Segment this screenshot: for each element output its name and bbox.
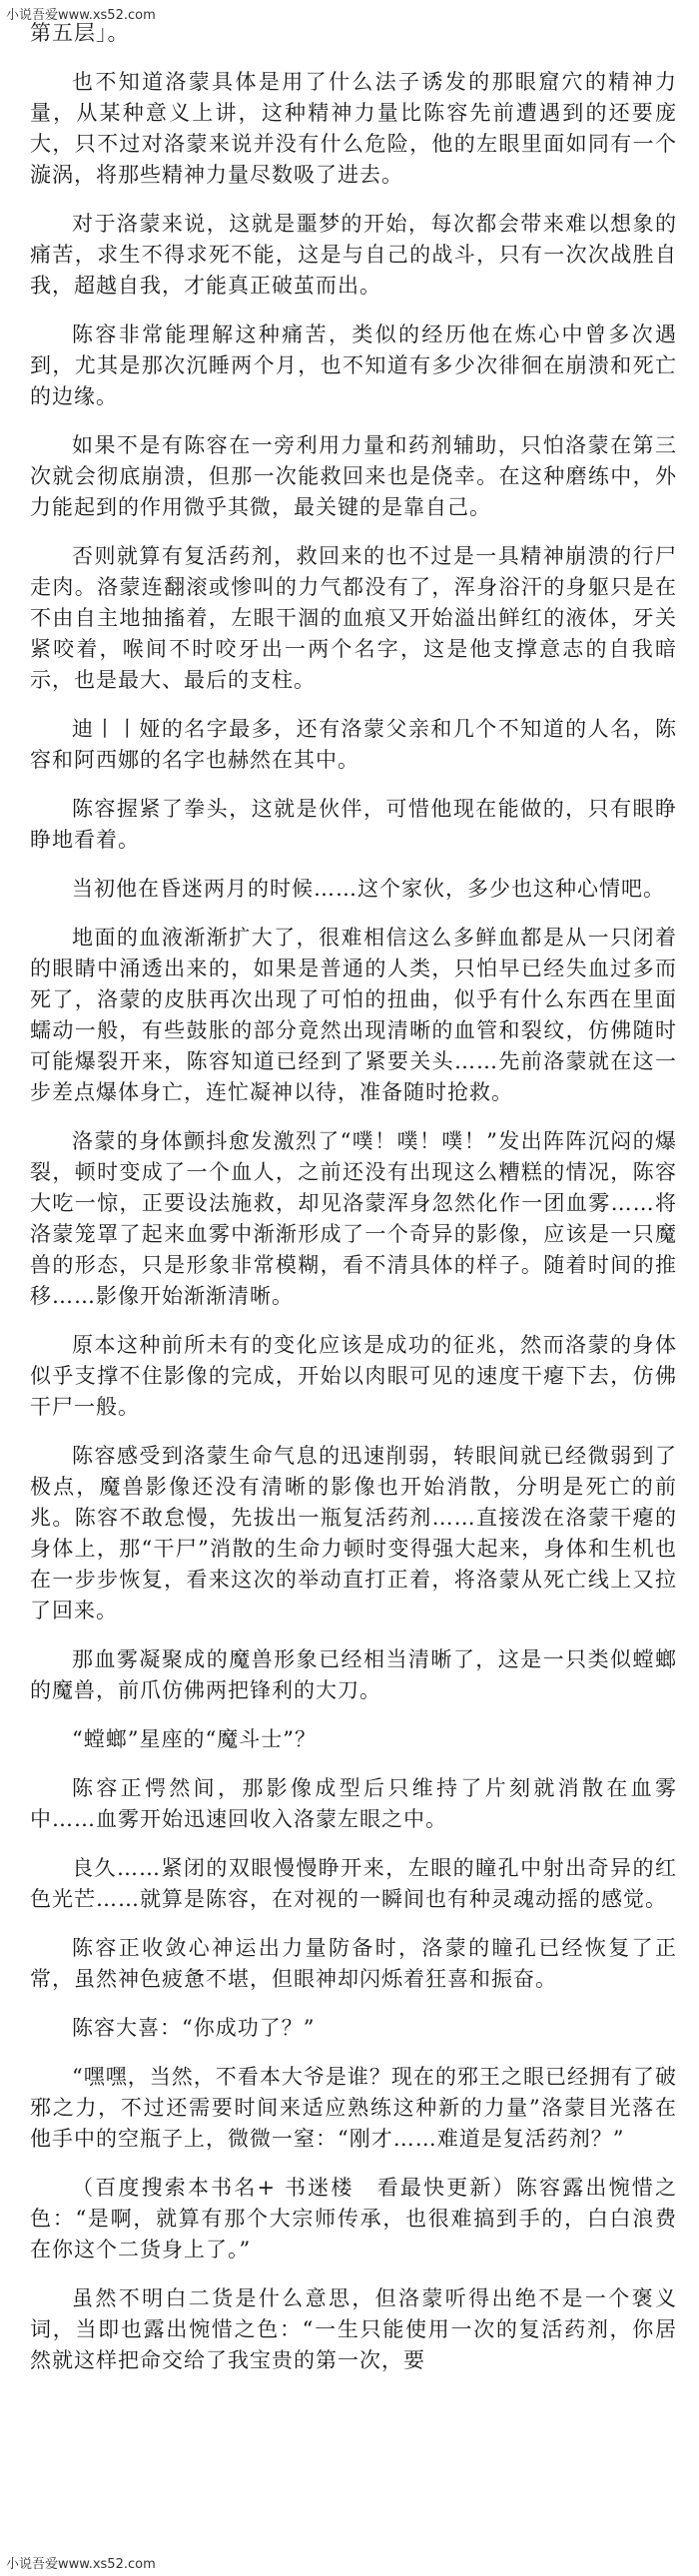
- paragraph: （百度搜索本书名+ 书迷楼 看最快更新）陈容露出惋惜之色：“是啊，就算有那个大宗师传承，也很难搞到手的，白白浪费在你这个二货身上了。”: [30, 2176, 677, 2261]
- paragraph: 当初他在昏迷两月的时候……这个家伙，多少也这种心情吧。: [72, 877, 665, 901]
- paragraph: 洛蒙的身体颤抖愈发激烈了“噗！噗！噗！”发出阵阵沉闷的爆裂，顿时变成了一个血人，之前还没有出现这么糟糕的情况，陈容大吃一惊，正要设法施救，却见洛蒙浑身忽然化作一团血雾……将洛蒙笼罩了起来血雾中渐渐形成了一个奇异的影像，应该是一只魔兽的形态，只是形象非常模糊，看不清具体的样子。随着时间的推移……影像开始渐渐清晰。: [30, 1129, 677, 1308]
- paragraph: 否则就算有复活药剂，救回来的也不过是一具精神崩溃的行尸走肉。洛蒙连翻滚或惨叫的力气都没有了，浑身浴汗的身躯只是在不由自主地抽搐着，左眼干涸的血痕又开始溢出鲜红的液体，牙关紧咬着，喉间不时咬牙出一两个名字，这是他支撑意志的自我暗示，也是最大、最后的支柱。: [30, 544, 677, 692]
- paragraph: 陈容正收敛心神运出力量防备时，洛蒙的瞳孔已经恢复了正常，虽然神色疲惫不堪，但眼神却闪烁着狂喜和振奋。: [30, 1936, 677, 1991]
- paragraph: 那血雾凝聚成的魔兽形象已经相当清晰了，这是一只类似螳螂的魔兽，前爪仿佛两把锋利的大刀。: [30, 1647, 677, 1702]
- site-footer: 小说吾爱www.xs52.com: [6, 2557, 156, 2572]
- paragraph: 陈容非常能理解这种痛苦，类似的经历他在炼心中曾多次遇到，尤其是那次沉睡两个月，也不知道有多少次徘徊在崩溃和死亡的边缘。: [30, 322, 677, 408]
- paragraph: 如果不是有陈容在一旁利用力量和药剂辅助，只怕洛蒙在第三次就会彻底崩溃，但那一次能救回来也是侥幸。在这种磨练中，外力能起到的作用微乎其微，最关键的是靠自己。: [30, 433, 677, 519]
- paragraph: 对于洛蒙来说，这就是噩梦的开始，每次都会带来难以想象的痛苦，求生不得求死不能，这是与自己的战斗，只有一次次战胜自我，超越自我，才能真正破茧而出。: [30, 212, 677, 298]
- paragraph: “螳螂”星座的“魔斗士”？: [72, 1727, 317, 1751]
- paragraph: 良久……紧闭的双眼慢慢睁开来，左眼的瞳孔中射出奇异的红色光芒……就算是陈容，在对视的一瞬间也有种灵魂动摇的感觉。: [30, 1856, 677, 1911]
- paragraph: “嘿嘿，当然，不看本大爷是谁？现在的邪王之眼已经拥有了破邪之力，不过还需要时间来适应熟练这种新的力量”洛蒙目光落在他手中的空瓶子上，微微一窒：“刚才……难道是复活药剂？”: [30, 2065, 677, 2151]
- paragraph-chapter-tail: 第五层」。: [30, 21, 130, 45]
- paragraph: 陈容正愕然间，那影像成型后只维持了片刻就消散在血雾中……血雾开始迅速回收入洛蒙左眼之中。: [30, 1776, 677, 1831]
- chapter-text: [30, 18, 677, 2394]
- paragraph: 地面的血液渐渐扩大了，很难相信这么多鲜血都是从一只闭着的眼睛中涌透出来的，如果是普通的人类，只怕早已经失血过多而死了，洛蒙的皮肤再次出现了可怕的扭曲，似乎有什么东西在里面蠕动一般，有些鼓胀的部分竟然出现清晰的血管和裂纹，仿佛随时可能爆裂开来，陈容知道已经到了紧要关头……先前洛蒙就在这一步差点爆体身亡，连忙凝神以待，准备随时抢救。: [30, 926, 677, 1104]
- site-header: 小说吾爱www.xs52.com: [6, 8, 156, 23]
- paragraph: 陈容握紧了拳头，这就是伙伴，可惜他现在能做的，只有眼睁睁地看着。: [30, 797, 677, 852]
- paragraph: 原本这种前所未有的变化应该是成功的征兆，然而洛蒙的身体似乎支撑不住影像的完成，开始以肉眼可见的速度干瘪下去，仿佛干尸一般。: [30, 1333, 677, 1419]
- paragraph: 也不知道洛蒙具体是用了什么法子诱发的那眼窟穴的精神力量，从某种意义上讲，这种精神力量比陈容先前遭遇到的还要庞大，只不过对洛蒙来说并没有什么危险，他的左眼里面如同有一个漩涡，将那些精神力量尽数吸了进去。: [30, 70, 677, 187]
- paragraph: 迪丨丨娅的名字最多，还有洛蒙父亲和几个不知道的人名，陈容和阿西娜的名字也赫然在其中。: [30, 717, 677, 772]
- paragraph: 虽然不明白二货是什么意思，但洛蒙听得出绝不是一个褒义词，当即也露出惋惜之色：“一生只能使用一次的复活药剂，你居然就这样把命交给了我宝贵的第一次，要: [30, 2286, 677, 2372]
- paragraph: 陈容感受到洛蒙生命气息的迅速削弱，转眼间就已经微弱到了极点，魔兽影像还没有清晰的影像也开始消散，分明是死亡的前兆。陈容不敢怠慢，先拔出一瓶复活药剂……直接泼在洛蒙干瘪的身体上，那“干尸”消散的生命力顿时变得强大起来，身体和生机也在一步步恢复，看来这次的举动直打正着，将洛蒙从死亡线上又拉了回来。: [30, 1444, 677, 1622]
- paragraph: 陈容大喜：“你成功了？”: [72, 2016, 316, 2040]
